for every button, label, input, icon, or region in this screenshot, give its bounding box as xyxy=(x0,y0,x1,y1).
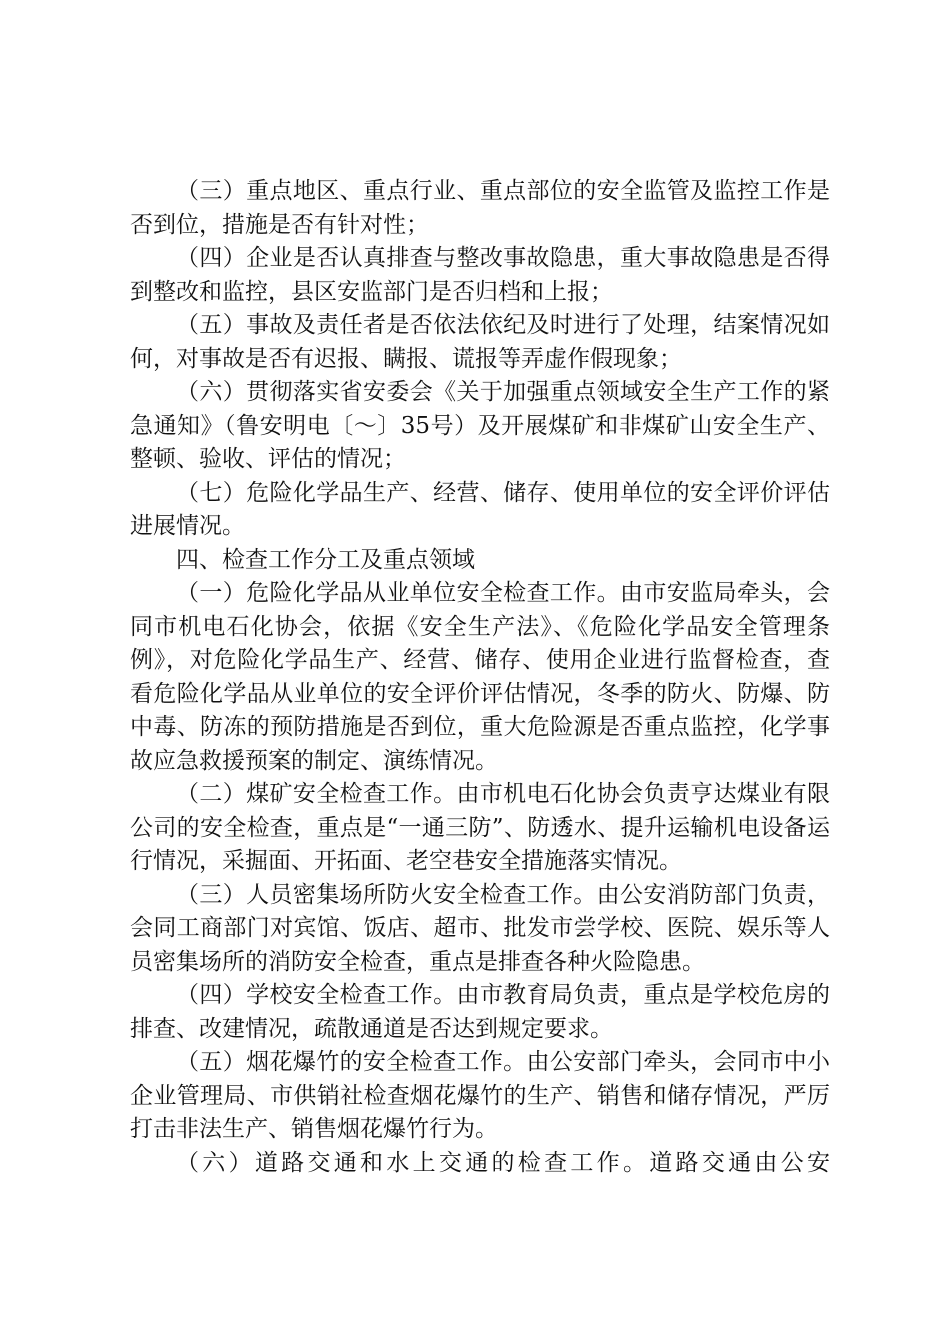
document-page xyxy=(130,175,830,1180)
paragraph-traffic: （六）道路交通和水上交通的检查工作。道路交通由公安 xyxy=(176,1149,830,1176)
paragraph-item-3: （三）重点地区、重点行业、重点部位的安全监管及监控工作是否到位，措施是否有针对性； xyxy=(130,178,830,238)
section-heading-4: 四、检查工作分工及重点领域 xyxy=(176,546,475,573)
paragraph-school-safety: （四）学校安全检查工作。由市教育局负责，重点是学校危房的排查、改建情况，疏散通道是否达到规定要求。 xyxy=(130,982,830,1042)
paragraph-crowded-places: （三）人员密集场所防火安全检查工作。由公安消防部门负责，会同工商部门对宾馆、饭店、超市、批发市尝学校、医院、娱乐等人员密集场所的消防安全检查，重点是排查各种火险隐患。 xyxy=(130,881,830,975)
paragraph-hazardous-chemicals: （一）危险化学品从业单位安全检查工作。由市安监局牵头，会同市机电石化协会，依据《安全生产法》、《危险化学品安全管理条例》，对危险化学品生产、经营、储存、使用企业进行监督检查，查看危险化学品从业单位的安全评价评估情况，冬季的防火、防爆、防中毒、防冻的预防措施是否到位，重大危险源是否重点监控，化学事故应急救援预案的制定、演练情况。 xyxy=(130,580,830,774)
paragraph-item-6: （六）贯彻落实省安委会《关于加强重点领域安全生产工作的紧急通知》（鲁安明电〔～〕35号）及开展煤矿和非煤矿山安全生产、整顿、验收、评估的情况； xyxy=(130,379,830,472)
paragraph-fireworks: （五）烟花爆竹的安全检查工作。由公安部门牵头，会同市中小企业管理局、市供销社检查烟花爆竹的生产、销售和储存情况，严厉打击非法生产、销售烟花爆竹行为。 xyxy=(130,1049,830,1142)
paragraph-coal-mine: （二）煤矿安全检查工作。由市机电石化协会负责亨达煤业有限公司的安全检查，重点是“一通三防”、防透水、提升运输机电设备运行情况，采掘面、开拓面、老空巷安全措施落实情况。 xyxy=(130,781,830,874)
paragraph-item-7: （七）危险化学品生产、经营、储存、使用单位的安全评价评估进展情况。 xyxy=(130,479,830,539)
paragraph-item-5: （五）事故及责任者是否依法依纪及时进行了处理，结案情况如何，对事故是否有迟报、瞒报、谎报等弄虚作假现象； xyxy=(130,312,830,372)
paragraph-item-4: （四）企业是否认真排查与整改事故隐患，重大事故隐患是否得到整改和监控，县区安监部门是否归档和上报； xyxy=(130,245,830,305)
